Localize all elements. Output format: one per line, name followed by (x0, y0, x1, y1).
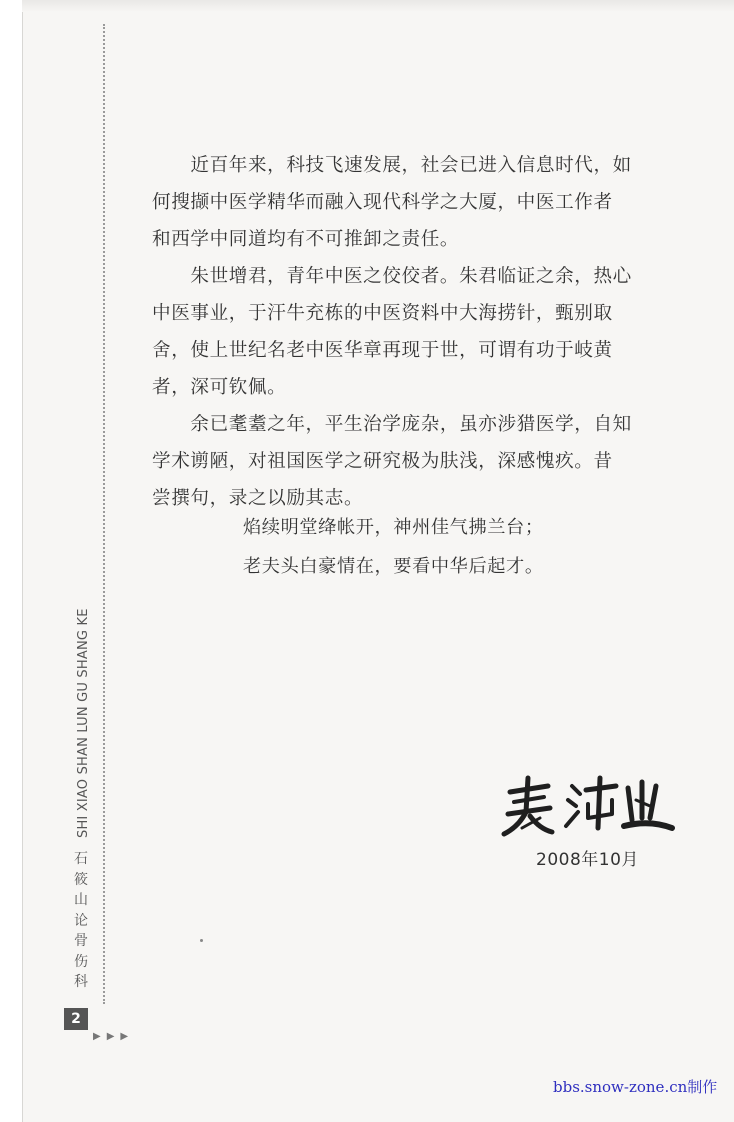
scan-speck (200, 939, 203, 942)
date: 2008年10月 (536, 850, 639, 870)
page-number: 2 (64, 1008, 88, 1030)
text-line: 近百年来，科技飞速发展，社会已进入信息时代，如 (152, 155, 632, 176)
text-line: 舍，使上世纪名老中医华章再现于世，可谓有功于岐黄 (152, 340, 613, 361)
text-line: 学术谫陋，对祖国医学之研究极为肤浅，深感愧疚。昔 (152, 451, 613, 472)
book-title-chinese: 石筱山论骨伤科 (74, 851, 88, 990)
scan-left-edge (0, 0, 23, 1122)
paragraph-2 (152, 258, 672, 406)
text-line: 中医事业，于汗牛充栋的中医资料中大海捞针，甄别取 (152, 303, 613, 324)
handwritten-signature (500, 772, 676, 842)
text-line: 尝撰句，录之以励其志。 (152, 488, 364, 509)
dotted-margin-rule (103, 24, 105, 1004)
text-line: 和西学中同道均有不可推卸之责任。 (152, 229, 460, 250)
preface-body (152, 147, 672, 517)
signature-brush-strokes (500, 772, 676, 842)
text-line: 余已耄耋之年，平生治学庞杂，虽亦涉猎医学，自知 (152, 414, 632, 435)
text-line: 朱世增君，青年中医之佼佼者。朱君临证之余，热心 (152, 266, 632, 287)
page-arrows-icon: ▶▶▶ (93, 1031, 135, 1042)
paragraph-1 (152, 147, 672, 258)
text-line: 何搜撷中医学精华而融入现代科学之大厦，中医工作者 (152, 192, 613, 213)
poem-line-1: 焰续明堂绛帐开，神州佳气拂兰台； (243, 517, 544, 538)
poem-line-2: 老夫头白豪情在，要看中华后起才。 (243, 556, 544, 577)
paragraph-3 (152, 406, 672, 517)
book-title-pinyin: SHI XIAO SHAN LUN GU SHANG KE (76, 608, 91, 838)
text-line: 者，深可钦佩。 (152, 377, 287, 398)
scan-top-edge (22, 0, 734, 12)
source-credit: bbs.snow-zone.cn制作 (553, 1078, 718, 1096)
